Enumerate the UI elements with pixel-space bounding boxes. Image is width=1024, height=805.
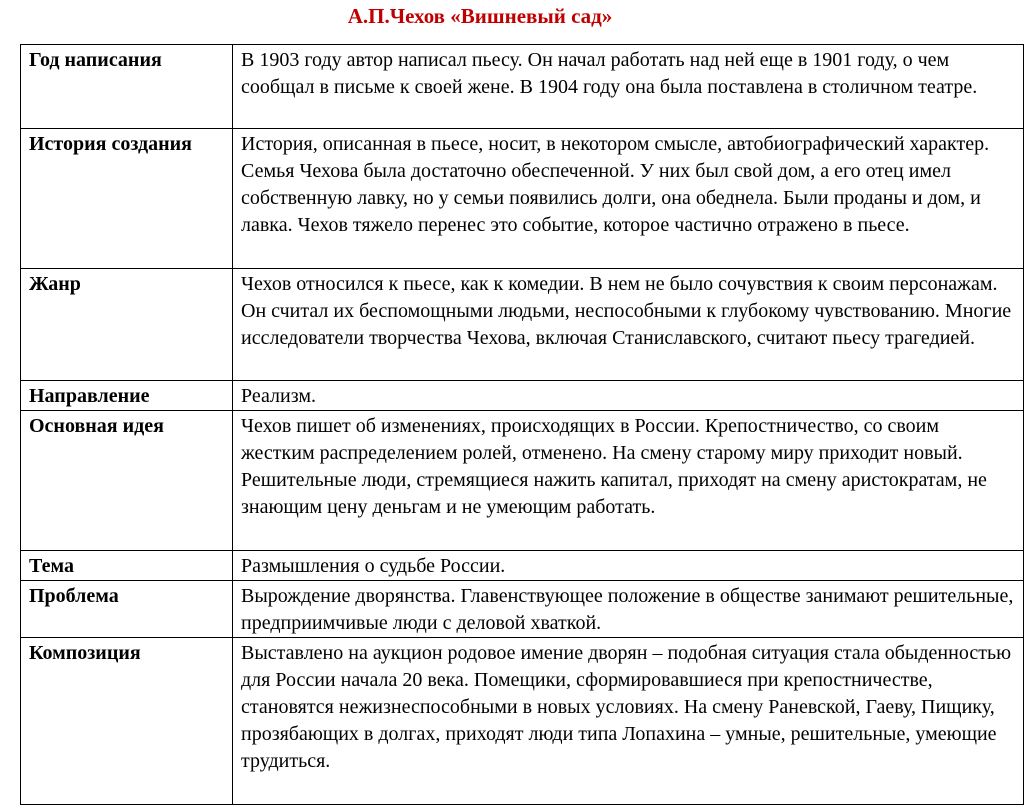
row-value: В 1903 году автор написал пьесу. Он начал работать над ней еще в 1901 году, о чем сообщал в письме к своей жене. В 1904 году она была поставлена в столичном театре. — [233, 45, 1024, 129]
table-row-problem — [21, 581, 1024, 638]
row-value: История, описанная в пьесе, носит, в некотором смысле, автобиографический характер. Семья Чехова была достаточно обеспеченной. У них был свой дом, а его отец имел собственную лавку, но у семьи появились долги, она обеднела. Были проданы и дом, и лавка. Чехов тяжело перенес это событие, которое частично отражено в пьесе. — [233, 129, 1024, 269]
row-label: Год написания — [21, 45, 233, 129]
table-row-direction — [21, 381, 1024, 411]
row-value: Чехов относился к пьесе, как к комедии. В нем не было сочувствия к своим персонажам. Он считал их беспомощными людьми, неспособными к глубокому чувствованию. Многие исследователи творчества Чехова, включая Станиславского, считают пьесу трагедией. — [233, 269, 1024, 381]
summary-table — [20, 44, 1024, 805]
row-value: Выставлено на аукцион родовое имение дворян – подобная ситуация стала обыденностью для России начала 20 века. Помещики, сформировавшиеся при крепостничестве, становятся нежизнеспособными в новых условиях. На смену Раневской, Гаеву, Пищику, прозябающих в долгах, приходят люди типа Лопахина – умные, решительные, умеющие трудиться. — [233, 638, 1024, 805]
row-label: Основная идея — [21, 411, 233, 551]
table-row-genre — [21, 269, 1024, 381]
row-label: Проблема — [21, 581, 233, 638]
document-title: А.П.Чехов «Вишневый сад» — [347, 4, 613, 28]
table-row-composition — [21, 638, 1024, 805]
table-row-creation-history — [21, 129, 1024, 269]
row-label: Композиция — [21, 638, 233, 805]
row-value: Размышления о судьбе России. — [233, 551, 1024, 581]
row-label: Жанр — [21, 269, 233, 381]
row-label: Тема — [21, 551, 233, 581]
row-value: Чехов пишет об изменениях, происходящих в России. Крепостничество, со своим жестким распределением ролей, отменено. На смену старому миру приходит новый. Решительные люди, стремящиеся нажить капитал, приходят на смену аристократам, не знающим цену деньгам и не умеющим работать. — [233, 411, 1024, 551]
row-label: История создания — [21, 129, 233, 269]
row-value: Вырождение дворянства. Главенствующее положение в обществе занимают решительные, предприимчивые люди с деловой хваткой. — [233, 581, 1024, 638]
row-label: Направление — [21, 381, 233, 411]
row-value: Реализм. — [233, 381, 1024, 411]
table-row-year-written — [21, 45, 1024, 129]
table-row-theme — [21, 551, 1024, 581]
table-row-main-idea — [21, 411, 1024, 551]
